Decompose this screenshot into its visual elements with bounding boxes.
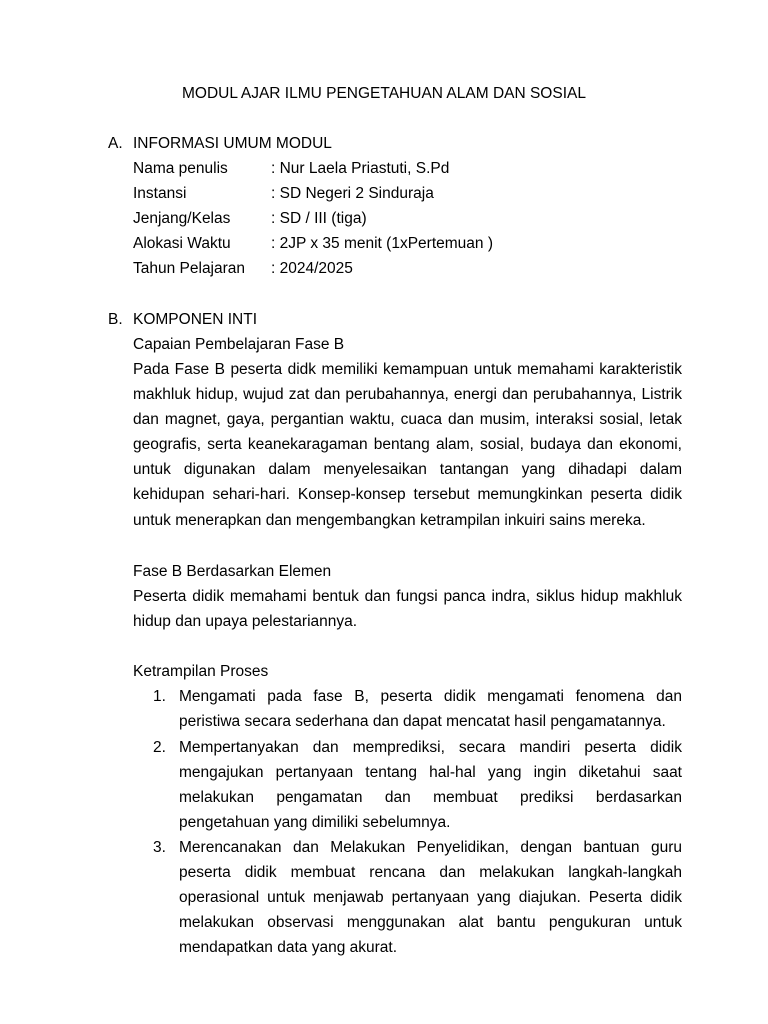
section-b-letter: B. <box>108 311 123 328</box>
info-label-instansi: Instansi <box>133 185 187 202</box>
fase-b-elemen-text: Peserta didik memahami bentuk dan fungsi panca indra, siklus hidup makhluk hidup dan upaya pelestariannya. <box>133 588 682 631</box>
capaian-pembelajaran-text: Pada Fase B peserta didk memiliki kemampuan untuk memahami karakteristik makhluk hidup, wujud zat dan perubahannya, energi dan perubahannya, Listrik dan magnet, gaya, pergantian waktu, cuaca dan musim, interaksi sosial, letak geografis, serta keanekaragaman bentang alam, sosial, budaya dan ekonomi, untuk digunakan dalam menyelesaikan tantangan yang dihadapi dalam kehidupan sehari-hari. Konsep-konsep tersebut memungkinkan peserta didik untuk menerapkan dan mengembangkan ketrampilan inkuiri sains mereka. <box>133 361 682 529</box>
section-a-letter: A. <box>108 135 123 152</box>
capaian-pembelajaran-heading: Capaian Pembelajaran Fase B <box>133 336 345 353</box>
info-label-jenjang-kelas: Jenjang/Kelas <box>133 210 231 227</box>
section-a-heading: INFORMASI UMUM MODUL <box>133 135 332 152</box>
list-item-number: 3. <box>153 839 166 856</box>
fase-b-elemen-heading: Fase B Berdasarkan Elemen <box>133 563 332 580</box>
info-label-tahun-pelajaran: Tahun Pelajaran <box>133 260 246 277</box>
info-value-nama-penulis: : Nur Laela Priastuti, S.Pd <box>271 160 450 177</box>
info-label-nama-penulis: Nama penulis <box>133 160 228 177</box>
list-item-text: Mempertanyakan dan memprediksi, secara mandiri peserta didik mengajukan pertanyaan tentang hal-hal yang ingin diketahui saat melakukan pengamatan dan membuat prediksi berdasarkan pengetahuan yang dimiliki sebelumnya. <box>179 739 682 832</box>
document-title: MODUL AJAR ILMU PENGETAHUAN ALAM DAN SOSIAL <box>182 85 586 102</box>
info-value-tahun-pelajaran: : 2024/2025 <box>271 260 353 277</box>
list-item-text: Mengamati pada fase B, peserta didik mengamati fenomena dan peristiwa secara sederhana dan dapat mencatat hasil pengamatannya. <box>179 688 682 731</box>
info-value-instansi: : SD Negeri 2 Sinduraja <box>271 185 434 202</box>
list-item-number: 2. <box>153 739 166 756</box>
info-value-alokasi-waktu: : 2JP x 35 menit (1xPertemuan ) <box>271 235 493 252</box>
info-value-jenjang-kelas: : SD / III (tiga) <box>271 210 367 227</box>
list-item-text: Merencanakan dan Melakukan Penyelidikan, dengan bantuan guru peserta didik membuat rencana dan melakukan langkah-langkah operasional untuk menjawab pertanyaan yang diajukan. Peserta didik melakukan observasi menggunakan alat bantu pengukuran untuk mendapatkan data yang akurat. <box>179 839 682 957</box>
ketrampilan-proses-heading: Ketrampilan Proses <box>133 663 269 680</box>
info-label-alokasi-waktu: Alokasi Waktu <box>133 235 231 252</box>
section-b-heading: KOMPONEN INTI <box>133 311 258 328</box>
list-item-number: 1. <box>153 688 166 705</box>
